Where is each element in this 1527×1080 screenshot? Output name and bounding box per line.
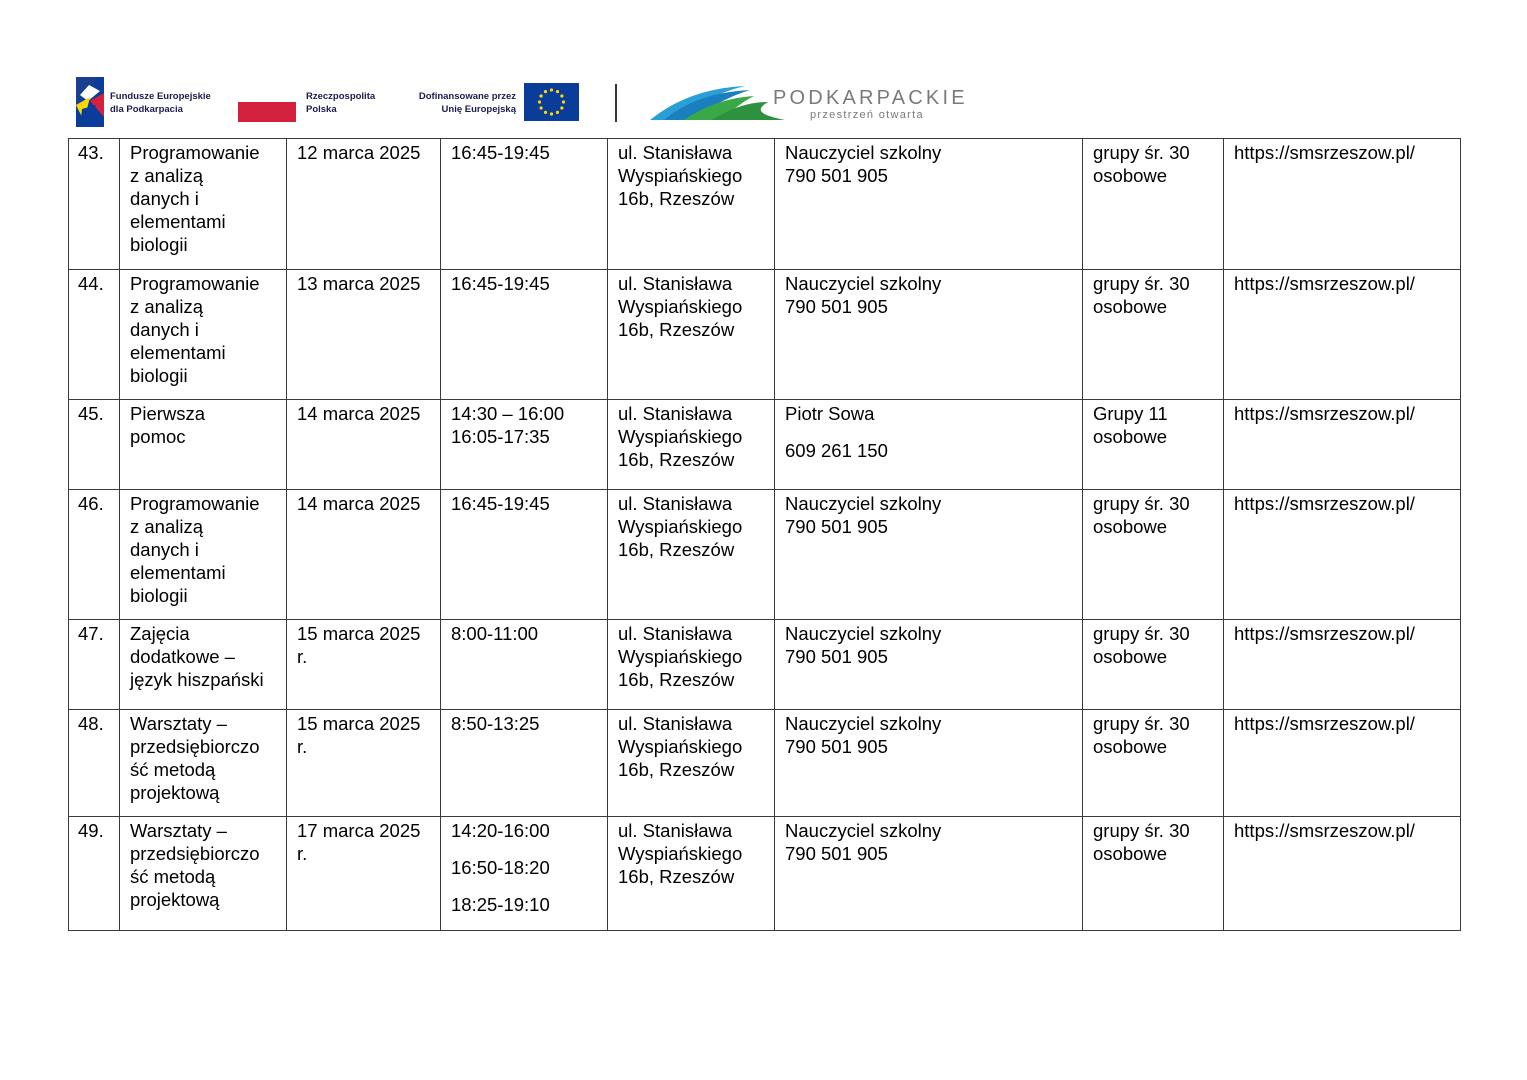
activity-name: dodatkowe –	[130, 646, 235, 667]
group-size: osobowe	[1093, 736, 1168, 757]
schedule-table	[68, 138, 1461, 931]
row-number-cell	[69, 817, 120, 931]
activity-date-cell	[287, 400, 441, 490]
group-size: grupy śr. 30	[1093, 713, 1190, 734]
contact-person: 790 501 905	[785, 843, 888, 864]
activity-time-cell	[441, 817, 608, 931]
website-link-cell	[1224, 620, 1461, 710]
group-size-cell	[1083, 710, 1224, 817]
activity-address: ul. Stanisława	[618, 623, 733, 644]
activity-time: 8:50-13:25	[451, 713, 540, 734]
podkarpackie-tagline: przestrzeń otwarta	[810, 109, 924, 121]
contact-person: Nauczyciel szkolny	[785, 273, 942, 294]
website-link[interactable]: https://smsrzeszow.pl/	[1234, 713, 1415, 734]
logo-text-line: dla Podkarpacia	[110, 104, 183, 115]
activity-time-cell	[441, 490, 608, 620]
activity-date: r.	[297, 646, 308, 667]
row-number-cell	[69, 490, 120, 620]
activity-address: 16b, Rzeszów	[618, 188, 735, 209]
group-size: grupy śr. 30	[1093, 273, 1190, 294]
group-size: grupy śr. 30	[1093, 623, 1190, 644]
activity-name-cell	[120, 139, 287, 270]
activity-name: pomoc	[130, 426, 186, 447]
rzeczpospolita-text	[306, 90, 375, 116]
logo-divider	[615, 84, 617, 122]
group-size-cell	[1083, 490, 1224, 620]
contact-person: 609 261 150	[785, 440, 888, 461]
activity-name-cell	[120, 400, 287, 490]
activity-time: 8:00-11:00	[451, 623, 539, 644]
website-link-cell	[1224, 400, 1461, 490]
website-link[interactable]: https://smsrzeszow.pl/	[1234, 820, 1415, 841]
table-row	[69, 620, 1461, 710]
group-size: osobowe	[1093, 646, 1168, 667]
activity-address: ul. Stanisława	[618, 403, 733, 424]
group-size: grupy śr. 30	[1093, 142, 1190, 163]
activity-time: 16:45-19:45	[451, 142, 550, 163]
activity-address-cell	[608, 620, 775, 710]
activity-name: biologii	[130, 585, 188, 606]
row-number: 49.	[78, 820, 104, 841]
activity-name: elementami	[130, 342, 226, 363]
activity-name-cell	[120, 270, 287, 400]
activity-name: Programowanie	[130, 493, 260, 514]
activity-name: ść metodą	[130, 759, 216, 780]
activity-time: 16:50-18:20	[451, 857, 550, 878]
activity-name: z analizą	[130, 296, 204, 317]
activity-address: 16b, Rzeszów	[618, 866, 735, 887]
group-size: osobowe	[1093, 165, 1168, 186]
activity-address-cell	[608, 270, 775, 400]
group-size: osobowe	[1093, 516, 1168, 537]
contact-person: Nauczyciel szkolny	[785, 713, 942, 734]
contact-person: 790 501 905	[785, 165, 888, 186]
contact-person-cell	[775, 139, 1083, 270]
activity-name: język hiszpański	[130, 669, 264, 690]
website-link[interactable]: https://smsrzeszow.pl/	[1234, 493, 1415, 514]
activity-address: 16b, Rzeszów	[618, 319, 735, 340]
row-number: 48.	[78, 713, 104, 734]
website-link[interactable]: https://smsrzeszow.pl/	[1234, 142, 1415, 163]
contact-person: Nauczyciel szkolny	[785, 623, 942, 644]
activity-name: biologii	[130, 365, 188, 386]
website-link-cell	[1224, 139, 1461, 270]
activity-date: 12 marca 2025	[297, 142, 421, 163]
row-number-cell	[69, 400, 120, 490]
activity-name: danych i	[130, 539, 199, 560]
activity-address: Wyspiańskiego	[618, 296, 743, 317]
group-size-cell	[1083, 620, 1224, 710]
contact-person-cell	[775, 490, 1083, 620]
activity-name: z analizą	[130, 516, 204, 537]
contact-person: 790 501 905	[785, 646, 888, 667]
activity-time: 16:45-19:45	[451, 493, 550, 514]
activity-address: 16b, Rzeszów	[618, 449, 735, 470]
contact-person-cell	[775, 620, 1083, 710]
website-link-cell	[1224, 270, 1461, 400]
activity-name: elementami	[130, 562, 226, 583]
website-link-cell	[1224, 817, 1461, 931]
activity-name: Programowanie	[130, 142, 260, 163]
activity-address: Wyspiańskiego	[618, 843, 743, 864]
activity-address: 16b, Rzeszów	[618, 759, 735, 780]
eu-flag-icon	[524, 83, 579, 121]
activity-time: 16:05-17:35	[451, 426, 550, 447]
row-number: 47.	[78, 623, 104, 644]
activity-time: 14:20-16:00	[451, 820, 550, 841]
logo-text-line: Unię Europejską	[441, 104, 516, 115]
contact-person: 790 501 905	[785, 516, 888, 537]
activity-address: Wyspiańskiego	[618, 426, 743, 447]
activity-name: Programowanie	[130, 273, 260, 294]
activity-address: 16b, Rzeszów	[618, 669, 735, 690]
website-link[interactable]: https://smsrzeszow.pl/	[1234, 403, 1415, 424]
activity-date-cell	[287, 817, 441, 931]
activity-name: danych i	[130, 319, 199, 340]
activity-address: Wyspiańskiego	[618, 516, 743, 537]
website-link-cell	[1224, 490, 1461, 620]
activity-address: ul. Stanisława	[618, 142, 733, 163]
logo-text-line: Rzeczpospolita	[306, 91, 376, 102]
fundusze-europejskie-logo-icon	[76, 77, 104, 127]
activity-date-cell	[287, 710, 441, 817]
activity-time: 16:45-19:45	[451, 273, 550, 294]
table-body	[69, 139, 1461, 931]
group-size: grupy śr. 30	[1093, 820, 1190, 841]
row-number-cell	[69, 710, 120, 817]
website-link-cell	[1224, 710, 1461, 817]
polish-flag-icon	[238, 82, 296, 122]
fundusze-europejskie-text	[110, 90, 211, 116]
activity-name: Warsztaty –	[130, 820, 227, 841]
row-number-cell	[69, 270, 120, 400]
activity-time-cell	[441, 620, 608, 710]
page-header	[0, 0, 1527, 135]
activity-name: przedsiębiorczo	[130, 736, 260, 757]
row-number: 46.	[78, 493, 104, 514]
group-size-cell	[1083, 400, 1224, 490]
podkarpackie-name: PODKARPACKIE	[773, 87, 968, 109]
activity-date-cell	[287, 270, 441, 400]
group-size-cell	[1083, 139, 1224, 270]
activity-time: 18:25-19:10	[451, 894, 550, 915]
table-row	[69, 139, 1461, 270]
activity-date-cell	[287, 490, 441, 620]
activity-time-cell	[441, 400, 608, 490]
logo-text-line: Fundusze Europejskie	[110, 91, 211, 102]
activity-name-cell	[120, 490, 287, 620]
logo-text-line: Polska	[306, 104, 337, 115]
group-size-cell	[1083, 817, 1224, 931]
activity-date: r.	[297, 736, 308, 757]
activity-name: projektową	[130, 782, 220, 803]
activity-time-cell	[441, 270, 608, 400]
activity-date: 15 marca 2025	[297, 623, 421, 644]
activity-date: 15 marca 2025	[297, 713, 421, 734]
activity-address: 16b, Rzeszów	[618, 539, 735, 560]
activity-name: projektową	[130, 889, 220, 910]
activity-address: ul. Stanisława	[618, 493, 733, 514]
contact-person: Nauczyciel szkolny	[785, 493, 942, 514]
row-number: 44.	[78, 273, 104, 294]
activity-name-cell	[120, 710, 287, 817]
contact-person: 790 501 905	[785, 296, 888, 317]
table-row	[69, 400, 1461, 490]
activity-date: 14 marca 2025	[297, 493, 421, 514]
activity-name: elementami	[130, 211, 226, 232]
table-row	[69, 490, 1461, 620]
activity-name: biologii	[130, 234, 188, 255]
eu-funding-text	[388, 90, 516, 116]
contact-person: Piotr Sowa	[785, 403, 875, 424]
activity-date-cell	[287, 620, 441, 710]
contact-person-cell	[775, 710, 1083, 817]
group-size: osobowe	[1093, 843, 1168, 864]
contact-person: Nauczyciel szkolny	[785, 820, 942, 841]
activity-name: danych i	[130, 188, 199, 209]
activity-address: Wyspiańskiego	[618, 736, 743, 757]
activity-time-cell	[441, 139, 608, 270]
podkarpackie-logo-icon	[650, 82, 785, 122]
activity-name: Zajęcia	[130, 623, 190, 644]
group-size: grupy śr. 30	[1093, 493, 1190, 514]
table-row	[69, 817, 1461, 931]
website-link[interactable]: https://smsrzeszow.pl/	[1234, 273, 1415, 294]
activity-address-cell	[608, 817, 775, 931]
activity-address: ul. Stanisława	[618, 273, 733, 294]
group-size: osobowe	[1093, 426, 1168, 447]
activity-address: Wyspiańskiego	[618, 646, 743, 667]
activity-date: 13 marca 2025	[297, 273, 421, 294]
row-number: 43.	[78, 142, 104, 163]
activity-name: z analizą	[130, 165, 204, 186]
group-size: Grupy 11	[1093, 403, 1168, 424]
website-link[interactable]: https://smsrzeszow.pl/	[1234, 623, 1415, 644]
activity-date-cell	[287, 139, 441, 270]
activity-name: przedsiębiorczo	[130, 843, 260, 864]
activity-date: r.	[297, 843, 308, 864]
row-number: 45.	[78, 403, 104, 424]
activity-name-cell	[120, 620, 287, 710]
table-row	[69, 710, 1461, 817]
row-number-cell	[69, 620, 120, 710]
activity-address: ul. Stanisława	[618, 820, 733, 841]
activity-time-cell	[441, 710, 608, 817]
contact-person: 790 501 905	[785, 736, 888, 757]
group-size: osobowe	[1093, 296, 1168, 317]
contact-person-cell	[775, 817, 1083, 931]
logo-text-line: Dofinansowane przez	[418, 91, 516, 102]
activity-address: Wyspiańskiego	[618, 165, 743, 186]
contact-person: Nauczyciel szkolny	[785, 142, 942, 163]
activity-address: ul. Stanisława	[618, 713, 733, 734]
activity-address-cell	[608, 490, 775, 620]
activity-date: 17 marca 2025	[297, 820, 421, 841]
table-row	[69, 270, 1461, 400]
activity-name: Warsztaty –	[130, 713, 227, 734]
activity-address-cell	[608, 710, 775, 817]
activity-time: 14:30 – 16:00	[451, 403, 565, 424]
contact-person-cell	[775, 400, 1083, 490]
row-number-cell	[69, 139, 120, 270]
contact-person-cell	[775, 270, 1083, 400]
activity-name: Pierwsza	[130, 403, 206, 424]
activity-name-cell	[120, 817, 287, 931]
activity-address-cell	[608, 400, 775, 490]
activity-address-cell	[608, 139, 775, 270]
activity-name: ść metodą	[130, 866, 216, 887]
group-size-cell	[1083, 270, 1224, 400]
activity-date: 14 marca 2025	[297, 403, 421, 424]
